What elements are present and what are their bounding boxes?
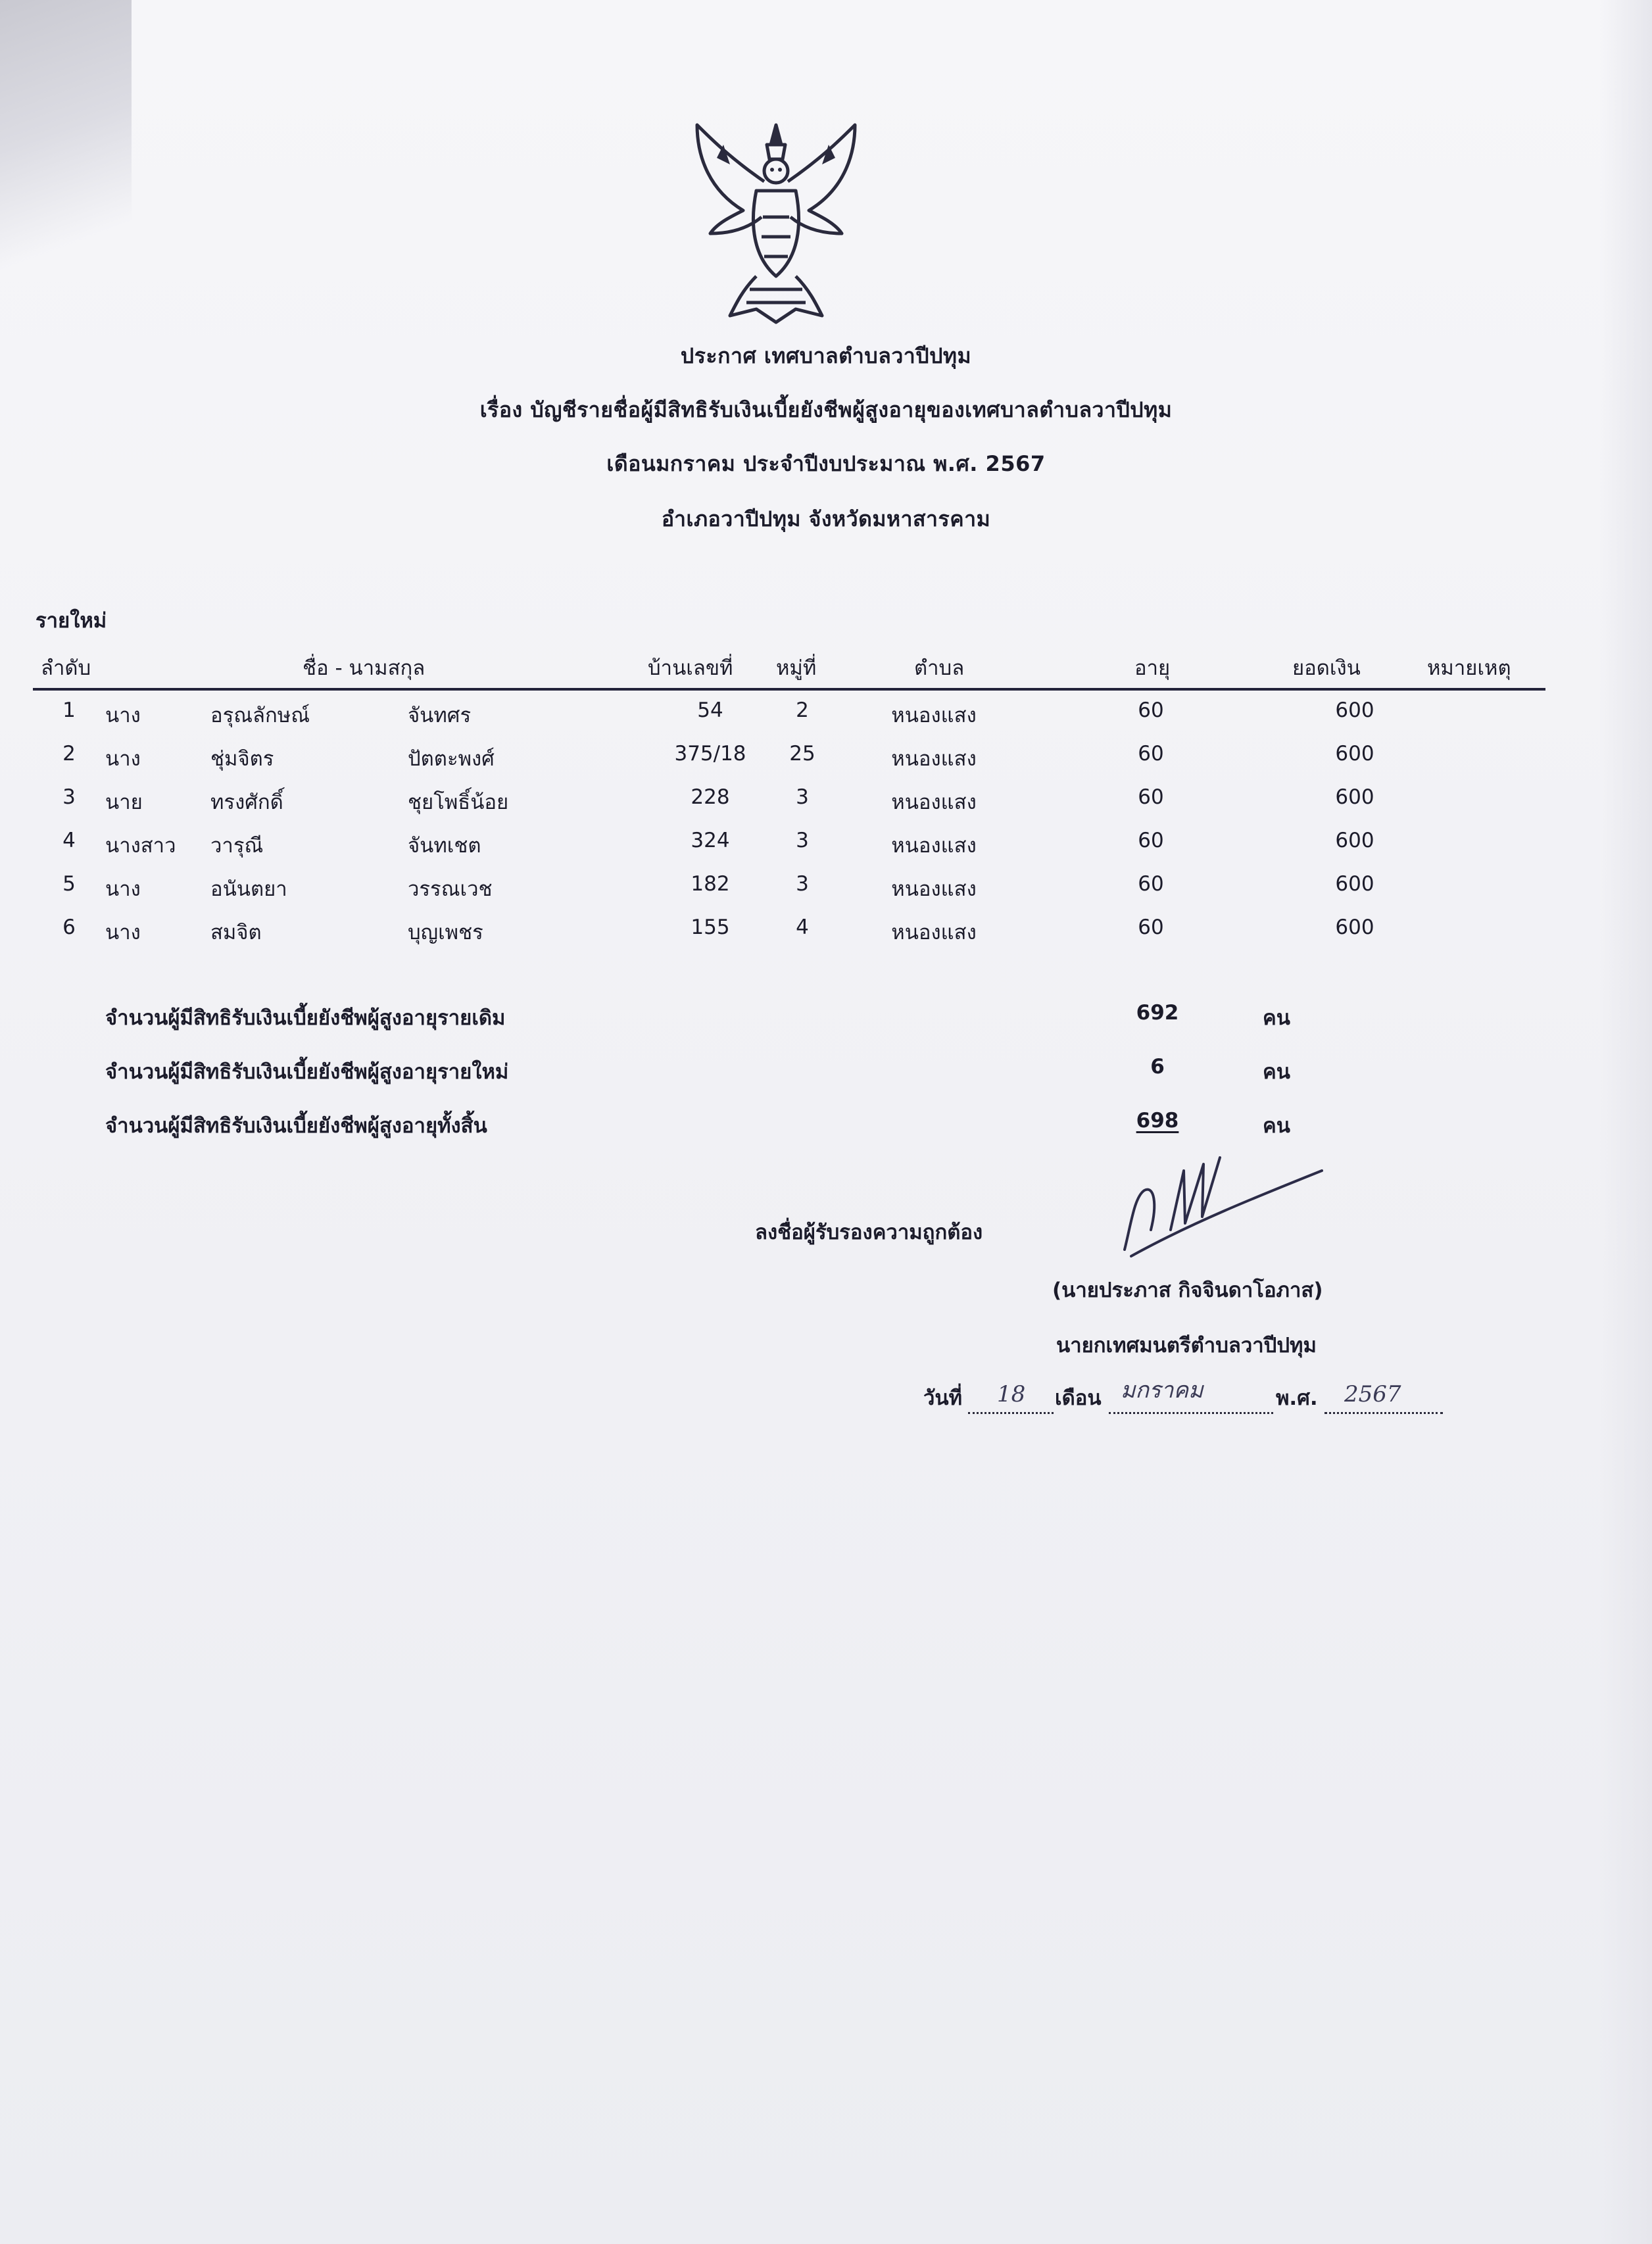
summary-value: 6: [1150, 1055, 1165, 1079]
row-moo: 3: [796, 872, 809, 896]
row-last-name: จันทศร: [408, 704, 472, 727]
row-no: 4: [62, 829, 76, 852]
row-age: 60: [1138, 915, 1164, 939]
summary-total: [105, 1109, 1355, 1148]
announcement-title: ประกาศ เทศบาลตำบลวาปีปทุม: [680, 343, 972, 368]
row-age: 60: [1138, 698, 1164, 722]
table-header: [33, 651, 1545, 689]
header-age: อายุ: [1134, 656, 1171, 680]
row-amount: 600: [1335, 742, 1374, 766]
table-row: [33, 915, 1545, 955]
row-subdistrict: หนองแสง: [891, 791, 977, 814]
signer-position: นายกเทศมนตรีตำบลวาปีปทุม: [1056, 1334, 1317, 1357]
row-age: 60: [1138, 829, 1164, 852]
row-first-name: สมจิต: [210, 921, 262, 944]
row-no: 1: [62, 698, 76, 722]
summary-label: จำนวนผู้มีสิทธิรับเงินเบี้ยยังชีพผู้สูงอายุรายเดิม: [105, 1006, 506, 1030]
month-label: เดือน: [1055, 1386, 1102, 1410]
row-prefix: นาง: [105, 704, 141, 727]
row-amount: 600: [1335, 872, 1374, 896]
row-no: 5: [62, 872, 76, 896]
header-amount: ยอดเงิน: [1292, 656, 1361, 680]
row-first-name: ชุ่มจิตร: [210, 747, 274, 771]
announcement-subject: เรื่อง บัญชีรายชื่อผู้มีสิทธิรับเงินเบี้ยยังชีพผู้สูงอายุของเทศบาลตำบลวาปีปทุม: [479, 397, 1173, 422]
summary-existing: [105, 1001, 1355, 1040]
row-amount: 600: [1335, 915, 1374, 939]
certification-label: ลงชื่อผู้รับรองความถูกต้อง: [755, 1221, 983, 1244]
row-amount: 600: [1335, 829, 1374, 852]
row-prefix: นางสาว: [105, 834, 176, 858]
signer-name: (นายประภาส กิจจินดาโอภาส): [1052, 1279, 1323, 1302]
paper-edge: [1599, 0, 1652, 2244]
announcement-location: อำเภอวาปีปทุม จังหวัดมหาสารคาม: [661, 506, 991, 531]
header-rule: [33, 688, 1545, 691]
signature-icon: [1111, 1144, 1335, 1263]
row-house: 324: [691, 829, 730, 852]
table-row: [33, 872, 1545, 912]
garuda-emblem-icon: [684, 118, 868, 329]
day-dots: [968, 1409, 1054, 1414]
row-subdistrict: หนองแสง: [891, 747, 977, 771]
row-no: 3: [62, 785, 76, 809]
summary-new: [105, 1055, 1355, 1094]
row-age: 60: [1138, 742, 1164, 766]
header-moo: หมู่ที่: [776, 656, 817, 680]
day-value: 18: [997, 1381, 1026, 1407]
table-row: [33, 742, 1545, 781]
month-value: มกราคม: [1121, 1377, 1203, 1403]
row-amount: 600: [1335, 785, 1374, 809]
row-first-name: ทรงศักดิ์: [210, 791, 283, 814]
row-first-name: วารุณี: [210, 834, 264, 858]
table-row: [33, 785, 1545, 825]
year-value: 2567: [1344, 1381, 1401, 1407]
header-note: หมายเหตุ: [1427, 656, 1511, 680]
row-age: 60: [1138, 872, 1164, 896]
row-no: 6: [62, 915, 76, 939]
row-prefix: นาง: [105, 921, 141, 944]
row-no: 2: [62, 742, 76, 766]
year-label: พ.ศ.: [1276, 1386, 1318, 1410]
row-age: 60: [1138, 785, 1164, 809]
row-moo: 2: [796, 698, 809, 722]
announcement-period: เดือนมกราคม ประจำปีงบประมาณ พ.ศ. 2567: [606, 451, 1046, 476]
row-prefix: นาย: [105, 791, 143, 814]
row-subdistrict: หนองแสง: [891, 704, 977, 727]
row-prefix: นาง: [105, 877, 141, 901]
year-dots: [1324, 1409, 1443, 1414]
row-house: 155: [691, 915, 730, 939]
header-no: ลำดับ: [41, 656, 91, 680]
row-last-name: วรรณเวช: [408, 877, 493, 901]
summary-unit: คน: [1263, 1006, 1290, 1030]
summary-value: 692: [1136, 1001, 1179, 1025]
row-moo: 3: [796, 785, 809, 809]
row-house: 182: [691, 872, 730, 896]
header-house: บ้านเลขที่: [648, 656, 733, 680]
row-last-name: บุญเพชร: [408, 921, 483, 944]
row-house: 228: [691, 785, 730, 809]
row-last-name: ปัตตะพงศ์: [408, 747, 495, 771]
row-first-name: อนันตยา: [210, 877, 287, 901]
summary-unit: คน: [1263, 1114, 1290, 1138]
row-subdistrict: หนองแสง: [891, 877, 977, 901]
row-house: 375/18: [674, 742, 746, 766]
summary-unit: คน: [1263, 1060, 1290, 1084]
row-prefix: นาง: [105, 747, 141, 771]
row-amount: 600: [1335, 698, 1374, 722]
summary-label: จำนวนผู้มีสิทธิรับเงินเบี้ยยังชีพผู้สูงอายุรายใหม่: [105, 1060, 509, 1084]
row-subdistrict: หนองแสง: [891, 834, 977, 858]
folded-corner: [0, 0, 132, 289]
row-moo: 4: [796, 915, 809, 939]
section-label-new: รายใหม่: [36, 609, 107, 633]
row-subdistrict: หนองแสง: [891, 921, 977, 944]
row-last-name: จันทเชต: [408, 834, 481, 858]
row-moo: 25: [789, 742, 815, 766]
table-row: [33, 829, 1545, 868]
summary-value: 698: [1136, 1109, 1179, 1133]
date-line: [923, 1372, 1449, 1418]
row-last-name: ชุยโพธิ์น้อย: [408, 791, 509, 814]
header-subdistrict: ตำบล: [914, 656, 965, 680]
row-moo: 3: [796, 829, 809, 852]
header-name: ชื่อ - นามสกุล: [303, 656, 425, 680]
row-first-name: อรุณลักษณ์: [210, 704, 310, 727]
day-label: วันที่: [923, 1386, 963, 1410]
summary-label: จำนวนผู้มีสิทธิรับเงินเบี้ยยังชีพผู้สูงอายุทั้งสิ้น: [105, 1114, 487, 1138]
table-row: [33, 698, 1545, 738]
month-dots: [1109, 1409, 1273, 1414]
row-house: 54: [697, 698, 723, 722]
